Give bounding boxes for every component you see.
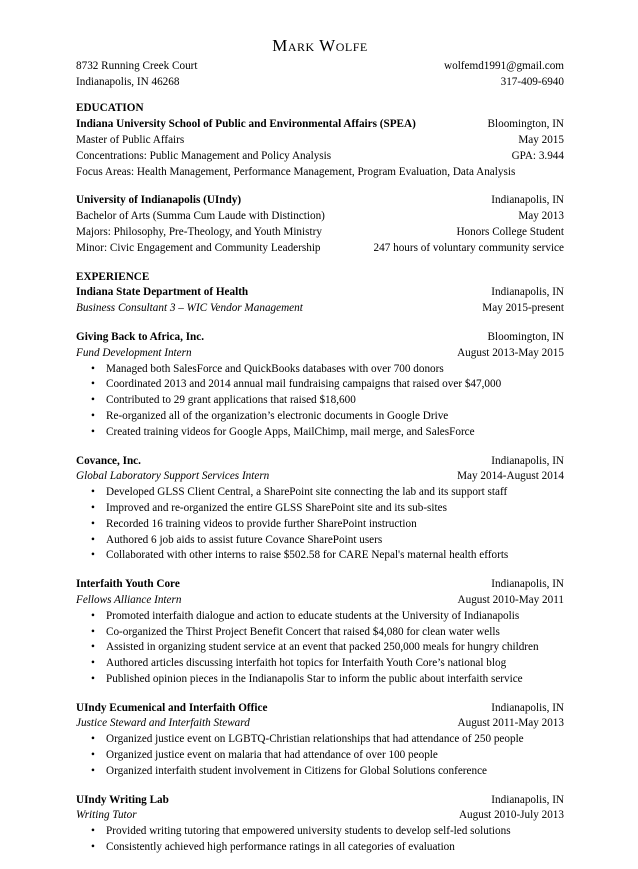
gpa: GPA: 3.944: [511, 149, 564, 162]
service-hours: 247 hours of voluntary community service: [373, 241, 564, 254]
bullet-item: • Collaborated with other interns to raise $502.58 for CARE Nepal's maternal health efforts: [76, 548, 564, 564]
job-org: Giving Back to Africa, Inc.: [76, 330, 205, 343]
job-org: Interfaith Youth Core: [76, 578, 180, 591]
concentrations: Concentrations: Public Management and Policy Analysis: [76, 149, 332, 162]
bullet-item: • Published opinion pieces in the Indianapolis Star to inform the public about interfaith service: [76, 672, 564, 688]
degree: Bachelor of Arts (Summa Cum Laude with Distinction): [76, 210, 325, 223]
honors: Honors College Student: [456, 225, 564, 238]
job-location: Indianapolis, IN: [491, 793, 564, 806]
education-heading: EDUCATION: [76, 102, 144, 115]
bullet-item: • Coordinated 2013 and 2014 annual mail fundraising campaigns that raised over $47,000: [76, 377, 564, 393]
job-location: Indianapolis, IN: [491, 286, 564, 299]
job-role: Justice Steward and Interfaith Steward: [76, 717, 250, 730]
school-uindy: [76, 193, 564, 256]
school-location: Bloomington, IN: [487, 118, 564, 131]
address-line-2: Indianapolis, IN 46268: [76, 75, 180, 88]
bullet-item: • Contributed to 29 grant applications that raised $18,600: [76, 393, 564, 409]
job-bullets: [76, 609, 564, 688]
candidate-name: Mark Wolfe: [272, 36, 368, 55]
phone: 317-409-6940: [500, 75, 564, 88]
job-location: Indianapolis, IN: [491, 578, 564, 591]
bullet-item: • Promoted interfaith dialogue and action to educate students at the University of Indianapolis: [76, 609, 564, 625]
focus-areas: Focus Areas: Health Management, Performance Management, Program Evaluation, Data Analysis: [76, 165, 516, 178]
job-org: Indiana State Department of Health: [76, 286, 249, 299]
job-isdh: [76, 285, 564, 317]
bullet-item: • Organized justice event on LGBTQ-Christian relationships that had attendance of 250 people: [76, 732, 564, 748]
job-org: Covance, Inc.: [76, 454, 141, 467]
job-location: Bloomington, IN: [487, 330, 564, 343]
bullet-item: • Consistently achieved high performance ratings in all categories of evaluation: [76, 840, 564, 856]
job-role: Writing Tutor: [76, 809, 137, 822]
job-bullets: [76, 732, 564, 779]
school-location: Indianapolis, IN: [491, 194, 564, 207]
job-location: Indianapolis, IN: [491, 701, 564, 714]
job-org: UIndy Writing Lab: [76, 793, 169, 806]
job-role: Business Consultant 3 – WIC Vendor Management: [76, 302, 303, 315]
job-dates: August 2010-May 2011: [457, 593, 564, 606]
bullet-item: • Organized interfaith student involvement in Citizens for Global Solutions conference: [76, 764, 564, 780]
job-bullets: [76, 362, 564, 441]
school-name: University of Indianapolis (UIndy): [76, 194, 242, 207]
degree-date: May 2015: [518, 133, 564, 146]
degree-date: May 2013: [518, 210, 564, 223]
degree: Master of Public Affairs: [76, 133, 185, 146]
school-spea: [76, 117, 564, 180]
bullet-item: • Assisted in organizing student service at an event that packed 250,000 meals for hungry children: [76, 640, 564, 656]
address-line-1: 8732 Running Creek Court: [76, 59, 198, 72]
bullet-item: • Improved and re-organized the entire GLSS SharePoint site and its sub-sites: [76, 501, 564, 517]
contact-block: [76, 59, 564, 91]
job-gbta: [76, 330, 564, 441]
bullet-item: • Authored articles discussing interfaith hot topics for Interfaith Youth Core’s national blog: [76, 656, 564, 672]
job-role: Fund Development Intern: [76, 346, 192, 359]
email[interactable]: wolfemd1991@gmail.com: [444, 59, 564, 72]
bullet-item: • Re-organized all of the organization’s electronic documents in Google Drive: [76, 409, 564, 425]
job-bullets: [76, 824, 564, 856]
resume-page: [76, 38, 564, 869]
job-org: UIndy Ecumenical and Interfaith Office: [76, 701, 268, 714]
job-dates: August 2013-May 2015: [457, 346, 564, 359]
job-dates: August 2010-July 2013: [458, 809, 564, 822]
bullet-item: • Authored 6 job aids to assist future Covance SharePoint users: [76, 533, 564, 549]
job-dates: August 2011-May 2013: [457, 717, 564, 730]
bullet-item: • Developed GLSS Client Central, a SharePoint site connecting the lab and its support staff: [76, 485, 564, 501]
job-writing-lab: [76, 793, 564, 856]
minor: Minor: Civic Engagement and Community Leadership: [76, 241, 321, 254]
job-role: Global Laboratory Support Services Intern: [76, 470, 270, 483]
job-dates: May 2014-August 2014: [457, 470, 564, 483]
majors: Majors: Philosophy, Pre-Theology, and Youth Ministry: [76, 225, 322, 238]
bullet-item: • Organized justice event on malaria that had attendance of over 100 people: [76, 748, 564, 764]
job-dates: May 2015-present: [482, 302, 564, 315]
job-location: Indianapolis, IN: [491, 454, 564, 467]
school-name: Indiana University School of Public and Environmental Affairs (SPEA): [76, 118, 416, 131]
job-role: Fellows Alliance Intern: [76, 593, 182, 606]
bullet-item: • Created training videos for Google Apps, MailChimp, mail merge, and SalesForce: [76, 425, 564, 441]
bullet-item: • Provided writing tutoring that empowered university students to develop self-led solutions: [76, 824, 564, 840]
bullet-item: • Recorded 16 training videos to provide further SharePoint instruction: [76, 517, 564, 533]
bullet-item: • Co-organized the Thirst Project Benefit Concert that raised $4,080 for clean water wells: [76, 625, 564, 641]
job-covance: [76, 454, 564, 565]
job-ifyc: [76, 577, 564, 688]
job-uindy-ecumenical: [76, 701, 564, 780]
bullet-item: • Managed both SalesForce and QuickBooks databases with over 700 donors: [76, 362, 564, 378]
experience-heading: EXPERIENCE: [76, 270, 150, 283]
job-bullets: [76, 485, 564, 564]
